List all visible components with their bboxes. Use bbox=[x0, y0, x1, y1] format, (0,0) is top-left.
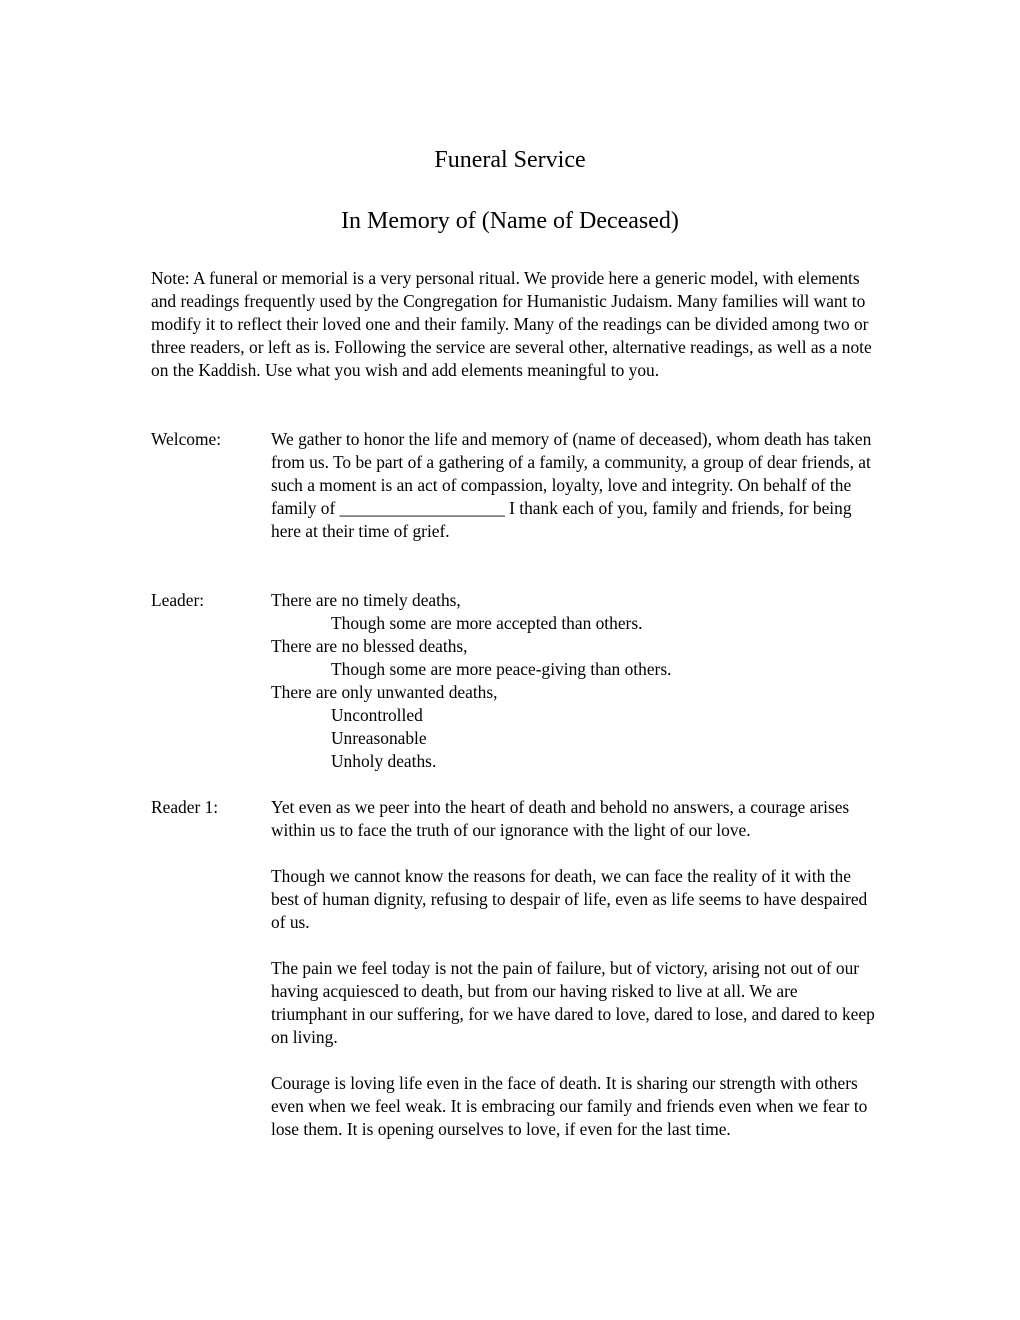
leader-label: Leader: bbox=[151, 590, 205, 610]
leader-line: Though some are more peace-giving than others. bbox=[331, 659, 672, 679]
leader-line: Unholy deaths. bbox=[331, 751, 437, 771]
leader-line: Uncontrolled bbox=[331, 705, 423, 725]
leader-line: There are no timely deaths, bbox=[271, 590, 461, 610]
leader-line: Though some are more accepted than others. bbox=[331, 613, 643, 633]
reader1-paragraph: The pain we feel today is not the pain of failure, but of victory, arising not out of our having acquiesced to death, but from our having risked to live at all. We are triumphant in our suffering, for we have dared to love, dared to lose, and dared to keep on living. bbox=[271, 958, 875, 1047]
document-subtitle: In Memory of (Name of Deceased) bbox=[341, 208, 679, 234]
note-paragraph: Note: A funeral or memorial is a very personal ritual. We provide here a generic model, with elements and readings frequently used by the Congregation for Humanistic Judaism. Many families will want to modify it to reflect their loved one and their family. Many of the readings can be divided among two or three readers, or left as is. Following the service are several other, alternative readings, as well as a note on the Kaddish. Use what you wish and add elements meaningful to you. bbox=[151, 268, 872, 380]
welcome-label: Welcome: bbox=[151, 429, 222, 449]
document-title: Funeral Service bbox=[434, 147, 586, 173]
welcome-text: We gather to honor the life and memory of (name of deceased), whom death has taken from us. To be part of a gathering of a family, a community, a group of dear friends, at such a moment is an act of compassion, loyalty, love and integrity. On behalf of the family of ___________________ I thank each of you, family and friends, for being here at their time of grief. bbox=[271, 429, 872, 541]
reader1-paragraph: Yet even as we peer into the heart of death and behold no answers, a courage arises within us to face the truth of our ignorance with the light of our love. bbox=[271, 797, 850, 840]
leader-body bbox=[271, 589, 876, 773]
reader1-label: Reader 1: bbox=[151, 797, 219, 817]
reader1-paragraph: Courage is loving life even in the face of death. It is sharing our strength with others even when we feel weak. It is embracing our family and friends even when we fear to lose them. It is opening ourselves to love, if even for the last time. bbox=[271, 1073, 868, 1139]
leader-line: There are only unwanted deaths, bbox=[271, 682, 498, 702]
reader1-body bbox=[271, 796, 876, 1141]
reader1-paragraph: Though we cannot know the reasons for death, we can face the reality of it with the best of human dignity, refusing to despair of life, even as life seems to have despaired of us. bbox=[271, 866, 868, 932]
leader-line: There are no blessed deaths, bbox=[271, 636, 468, 656]
leader-line: Unreasonable bbox=[331, 728, 427, 748]
